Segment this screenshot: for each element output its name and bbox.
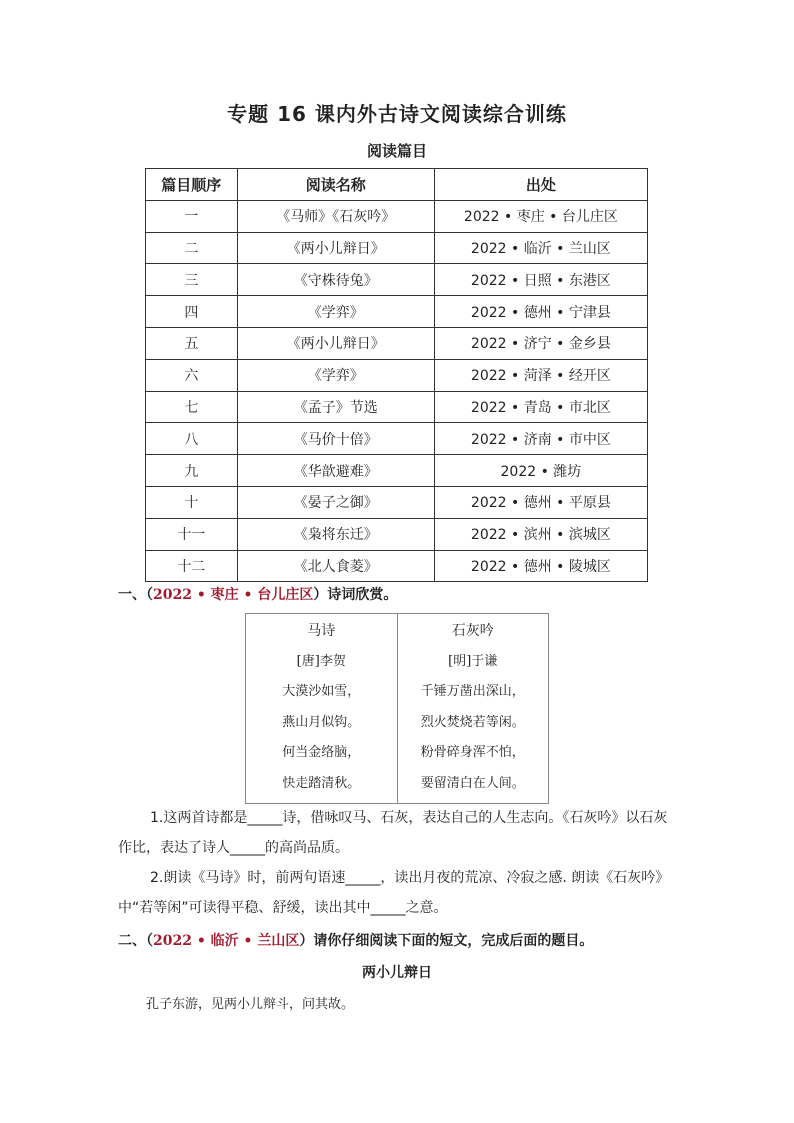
poem-box: [245, 613, 549, 804]
question-1-prefix: 一、（: [118, 587, 153, 603]
poem-author: [明]于谦: [448, 653, 498, 669]
reading-list-heading: 阅读篇目: [366, 142, 427, 160]
classical-text-line: 孔子东游，见两小儿辩斗，问其故。: [146, 997, 355, 1012]
page-title: 专题 16 课内外古诗文阅读综合训练: [227, 102, 567, 126]
question-1-item-1: 1.这两首诗都是_____诗，借咏叹马、石灰，表达自己的人生志向。《石灰吟》以石灰作比，表达了诗人_____的高尚品质。: [118, 810, 668, 856]
cell-order: 一: [146, 200, 238, 232]
cell-order: 六: [146, 359, 238, 391]
cell-order: 八: [146, 423, 238, 455]
cell-order: 十: [146, 486, 238, 518]
column-header-order: 篇目顺序: [146, 169, 238, 201]
poem-ma-shi: [246, 614, 397, 803]
table-row: [146, 423, 648, 455]
poem-line: 大漠沙如雪，: [282, 684, 361, 700]
poem-line: 要留清白在人间。: [420, 775, 525, 791]
table-row: [146, 486, 648, 518]
cell-source: 2022 • 潍坊: [434, 455, 647, 487]
cell-source: 2022 • 德州 • 平原县: [434, 486, 647, 518]
question-2-suffix: ）请你仔细阅读下面的短文，完成后面的题目。: [299, 933, 594, 949]
table-row: [146, 327, 648, 359]
cell-reading-name: 《学弈》: [237, 296, 434, 328]
cell-order: 十一: [146, 518, 238, 550]
poem-title: 石灰吟: [451, 623, 494, 639]
cell-order: 三: [146, 264, 238, 296]
table-row: [146, 455, 648, 487]
cell-source: 2022 • 青岛 • 市北区: [434, 391, 647, 423]
poem-shi-hui-yin: [397, 614, 549, 803]
cell-reading-name: 《守株待兔》: [237, 264, 434, 296]
table-row: [146, 232, 648, 264]
poem-line: 燕山月似钩。: [282, 714, 361, 730]
cell-source: 2022 • 菏泽 • 经开区: [434, 359, 647, 391]
table-row: [146, 550, 648, 582]
poem-title: 马诗: [307, 623, 336, 639]
cell-reading-name: 《晏子之御》: [237, 486, 434, 518]
poem-line: 快走踏清秋。: [282, 775, 361, 791]
poem-line: 千锤万凿出深山，: [420, 684, 525, 700]
question-1-suffix: ）诗词欣赏。: [313, 587, 398, 603]
classical-text-title: 两小儿辩日: [362, 965, 432, 981]
cell-order: 九: [146, 455, 238, 487]
poem-author: [唐]李贺: [296, 653, 346, 669]
table-row: [146, 359, 648, 391]
table-row: [146, 296, 648, 328]
cell-source: 2022 • 滨州 • 滨城区: [434, 518, 647, 550]
cell-reading-name: 《枭将东迁》: [237, 518, 434, 550]
table-body: [146, 200, 648, 582]
table-row: [146, 200, 648, 232]
cell-source: 2022 • 德州 • 宁津县: [434, 296, 647, 328]
table-row: [146, 518, 648, 550]
cell-order: 四: [146, 296, 238, 328]
cell-reading-name: 《两小儿辩日》: [237, 232, 434, 264]
column-header-source: 出处: [434, 169, 647, 201]
cell-order: 二: [146, 232, 238, 264]
poem-line: 何当金络脑，: [282, 745, 361, 761]
column-header-name: 阅读名称: [237, 169, 434, 201]
cell-reading-name: 《孟子》节选: [237, 391, 434, 423]
cell-reading-name: 《两小儿辩日》: [237, 327, 434, 359]
cell-order: 五: [146, 327, 238, 359]
cell-reading-name: 《华歆避难》: [237, 455, 434, 487]
cell-reading-name: 《北人食菱》: [237, 550, 434, 582]
cell-reading-name: 《马师》《石灰吟》: [237, 200, 434, 232]
cell-source: 2022 • 济南 • 市中区: [434, 423, 647, 455]
cell-source: 2022 • 日照 • 东港区: [434, 264, 647, 296]
cell-reading-name: 《学弈》: [237, 359, 434, 391]
question-1-heading: [118, 584, 397, 604]
poem-line: 粉骨碎身浑不怕，: [420, 745, 525, 761]
reading-list-table: [145, 168, 648, 582]
cell-source: 2022 • 临沂 • 兰山区: [434, 232, 647, 264]
cell-source: 2022 • 枣庄 • 台儿庄区: [434, 200, 647, 232]
table-row: [146, 264, 648, 296]
poem-line: 烈火焚烧若等闲。: [420, 714, 525, 730]
cell-order: 十二: [146, 550, 238, 582]
table-header-row: [146, 169, 648, 201]
question-2-heading: [118, 930, 593, 950]
cell-reading-name: 《马价十倍》: [237, 423, 434, 455]
question-2-prefix: 二、（: [118, 933, 153, 949]
question-1-item-2: 2.朗读《马诗》时，前两句语速_____，读出月夜的荒凉、冷寂之感. 朗读《石灰吟》中“若等闲”可读得平稳、舒缓，读出其中_____之意。: [118, 870, 670, 916]
cell-source: 2022 • 济宁 • 金乡县: [434, 327, 647, 359]
table-row: [146, 391, 648, 423]
question-1-source: 2022 • 枣庄 • 台儿庄区: [153, 587, 314, 603]
question-2-source: 2022 • 临沂 • 兰山区: [153, 933, 300, 949]
cell-order: 七: [146, 391, 238, 423]
cell-source: 2022 • 德州 • 陵城区: [434, 550, 647, 582]
